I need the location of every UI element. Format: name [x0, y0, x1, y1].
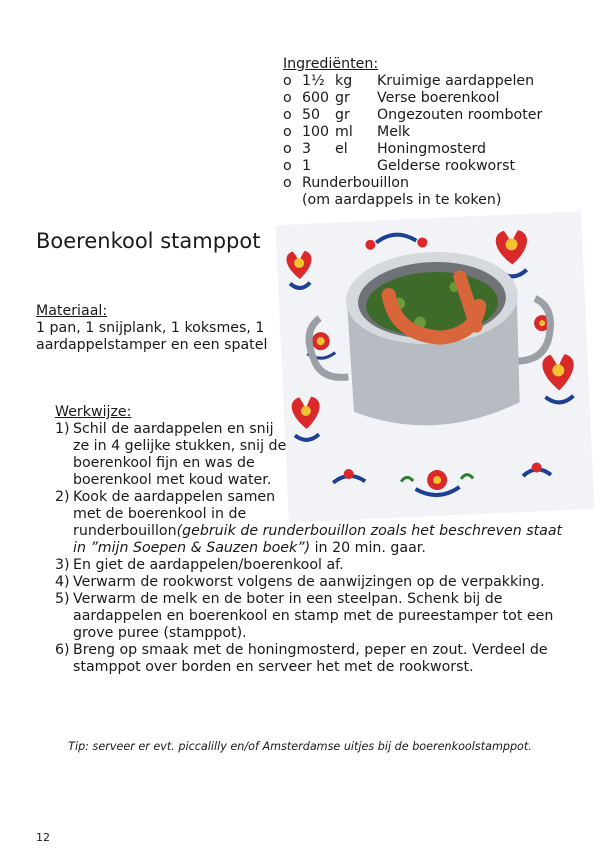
step-number: 3) [55, 557, 70, 573]
ingredients-section [283, 56, 583, 209]
ingredient-item: o 3 el Honingmosterd [283, 141, 487, 157]
method-step [55, 642, 575, 676]
page-number: 12 [36, 831, 50, 844]
method-step [55, 557, 575, 574]
step-number: 2) [55, 489, 70, 505]
method-step [55, 574, 575, 591]
materials-text: 1 pan, 1 snijplank, 1 koksmes, 1 aardappelstamper en een spatel [36, 320, 268, 353]
ingredients-heading: Ingrediënten: [283, 56, 379, 72]
tip-text: Tip: serveer er evt. piccalilly en/of Amsterdamse uitjes bij de boerenkoolstamppot. [68, 740, 532, 753]
ingredient-item: o 100 ml Melk [283, 124, 411, 140]
step-text: Schil de aardappelen en snij ze in 4 gelijke stukken, snij de boerenkool fijn en was de boerenkool met koud water. [73, 421, 287, 488]
ingredient-item: o 1 Gelderse rookworst [283, 158, 516, 174]
step-number: 5) [55, 591, 70, 607]
step-number: 1) [55, 421, 70, 437]
step-text: Verwarm de rookworst volgens de aanwijzingen op de verpakking. [73, 574, 545, 590]
ingredient-note: (om aardappels in te koken) [302, 192, 502, 208]
materials-section [36, 303, 281, 354]
method-section [55, 404, 575, 676]
step-number: 4) [55, 574, 70, 590]
method-step [55, 489, 575, 557]
step-text-italic: (gebruik de runderbouillon zoals het beschreven staat in ”mijn Soepen & Sauzen boek”) [73, 523, 563, 556]
ingredient-item: o 600 gr Verse boerenkool [283, 90, 500, 106]
ingredients-list [283, 73, 583, 192]
step-text: runderbouillon [73, 523, 177, 539]
recipe-title: Boerenkool stamppot [36, 229, 261, 253]
method-steps [55, 421, 575, 676]
step-number: 6) [55, 642, 70, 658]
ingredient-item: o 1½ kg Kruimige aardappelen [283, 73, 535, 89]
method-step [55, 591, 575, 642]
step-text: Verwarm de melk en de boter in een steelpan. Schenk bij de aardappelen en boerenkool en stamp met de pureestamper tot een grove puree (stamppot). [73, 591, 554, 641]
step-text: En giet de aardappelen/boerenkool af. [73, 557, 344, 573]
method-step [55, 421, 575, 489]
ingredient-item: o Runderbouillon [283, 175, 409, 191]
materials-heading: Materiaal: [36, 303, 108, 319]
ingredient-item: o 50 gr Ongezouten roomboter [283, 107, 543, 123]
method-heading: Werkwijze: [55, 404, 132, 420]
step-text: in 20 min. gaar. [310, 540, 426, 556]
step-text: Kook de aardappelen samen met de boerenkool in de [73, 489, 276, 522]
step-text: Breng op smaak met de honingmosterd, peper en zout. Verdeel de stamppot over borden en serveer het met de rookworst. [73, 642, 548, 675]
